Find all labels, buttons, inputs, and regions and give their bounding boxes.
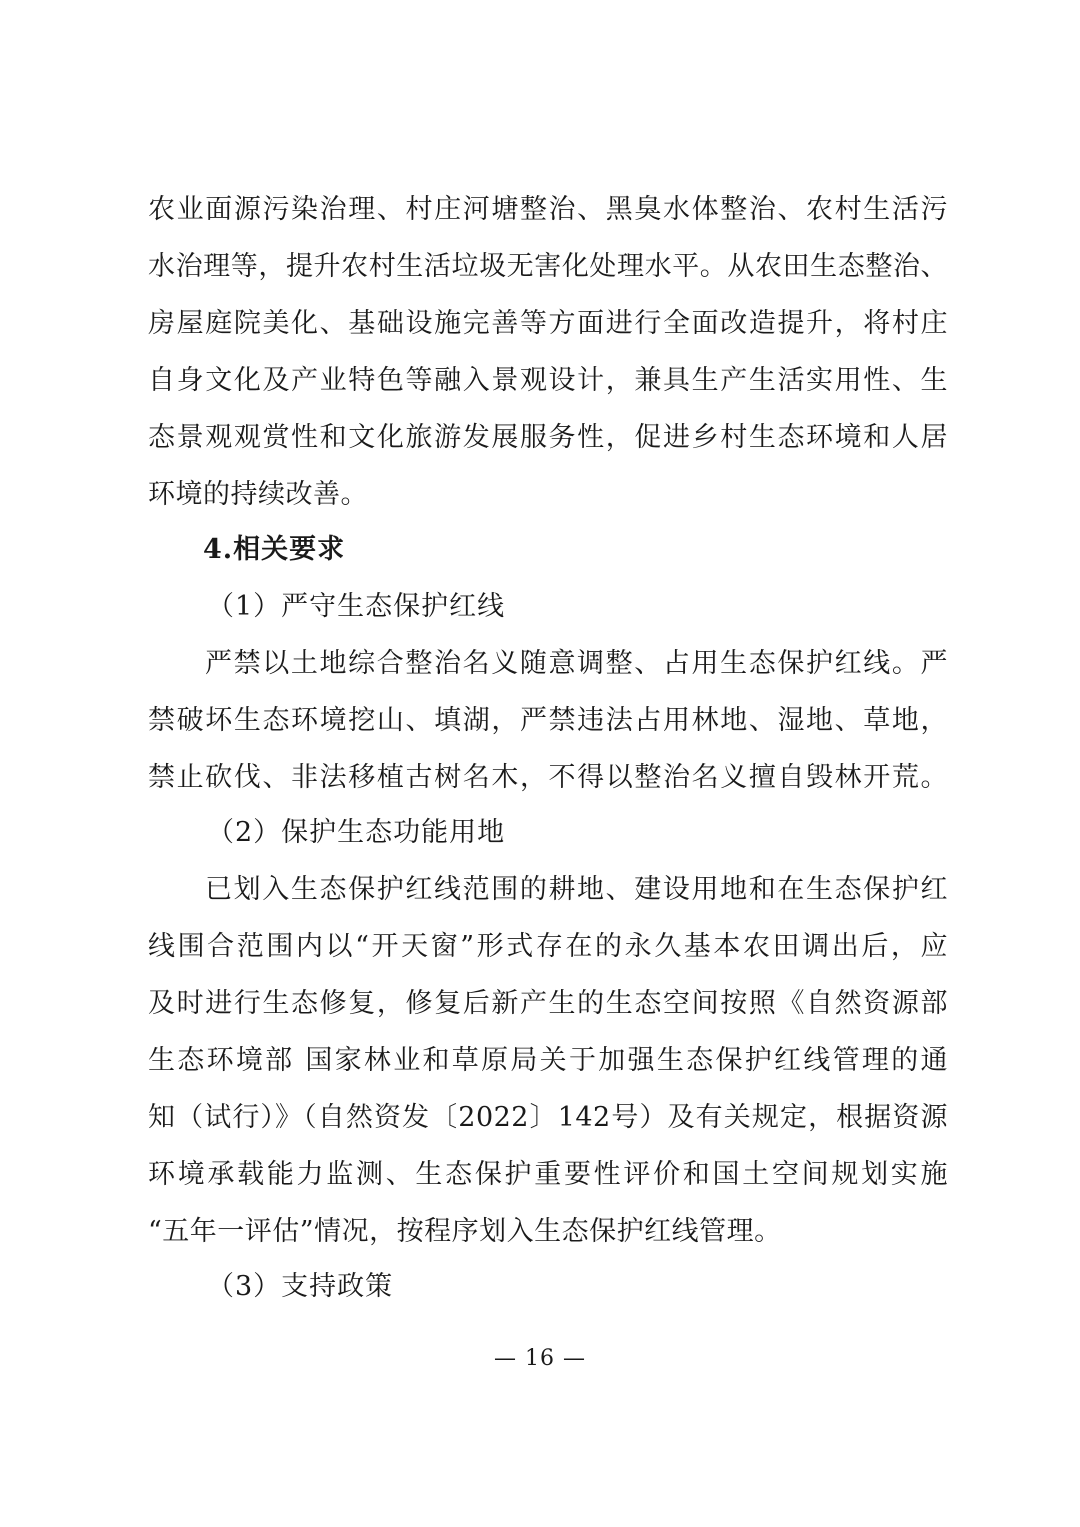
- subsection-heading: （3）支持政策: [207, 1271, 394, 1302]
- paragraph-line: 自身文化及产业特色等融入景观设计，兼具生产生活实用性、生: [148, 365, 948, 396]
- subsection-heading: （1）严守生态保护红线: [207, 591, 506, 622]
- paragraph-line: 已划入生态保护红线范围的耕地、建设用地和在生态保护红: [205, 874, 948, 905]
- paragraph-line: 禁破坏生态环境挖山、填湖，严禁违法占用林地、湿地、草地，: [148, 705, 948, 736]
- page-number: — 16 —: [494, 1346, 586, 1371]
- subsection-heading: （2）保护生态功能用地: [207, 817, 506, 848]
- paragraph-line: 环境的持续改善。: [148, 479, 368, 510]
- paragraph-line: 态景观观赏性和文化旅游发展服务性，促进乡村生态环境和人居: [148, 422, 948, 453]
- paragraph-line: 线围合范围内以“开天窗”形式存在的永久基本农田调出后，应: [148, 931, 948, 962]
- paragraph-line: 及时进行生态修复，修复后新产生的生态空间按照《自然资源部: [148, 988, 948, 1019]
- paragraph-line: 房屋庭院美化、基础设施完善等方面进行全面改造提升，将村庄: [148, 308, 948, 339]
- paragraph-line: 禁止砍伐、非法移植古树名木，不得以整治名义擅自毁林开荒。: [148, 762, 948, 793]
- paragraph-line: 生态环境部 国家林业和草原局关于加强生态保护红线管理的通: [148, 1045, 948, 1076]
- paragraph-line: 严禁以土地综合整治名义随意调整、占用生态保护红线。严: [205, 648, 948, 679]
- paragraph-line: 农业面源污染治理、村庄河塘整治、黑臭水体整治、农村生活污: [148, 194, 948, 225]
- paragraph-line: 知（试行）》（自然资发〔2022〕142号）及有关规定，根据资源: [148, 1102, 948, 1133]
- paragraph-line: 水治理等，提升农村生活垃圾无害化处理水平。从农田生态整治、: [148, 251, 948, 282]
- paragraph-line: 环境承载能力监测、生态保护重要性评价和国土空间规划实施: [148, 1159, 948, 1190]
- section-heading: 4.相关要求: [203, 534, 346, 565]
- paragraph-line: “五年一评估”情况，按程序划入生态保护红线管理。: [148, 1216, 782, 1247]
